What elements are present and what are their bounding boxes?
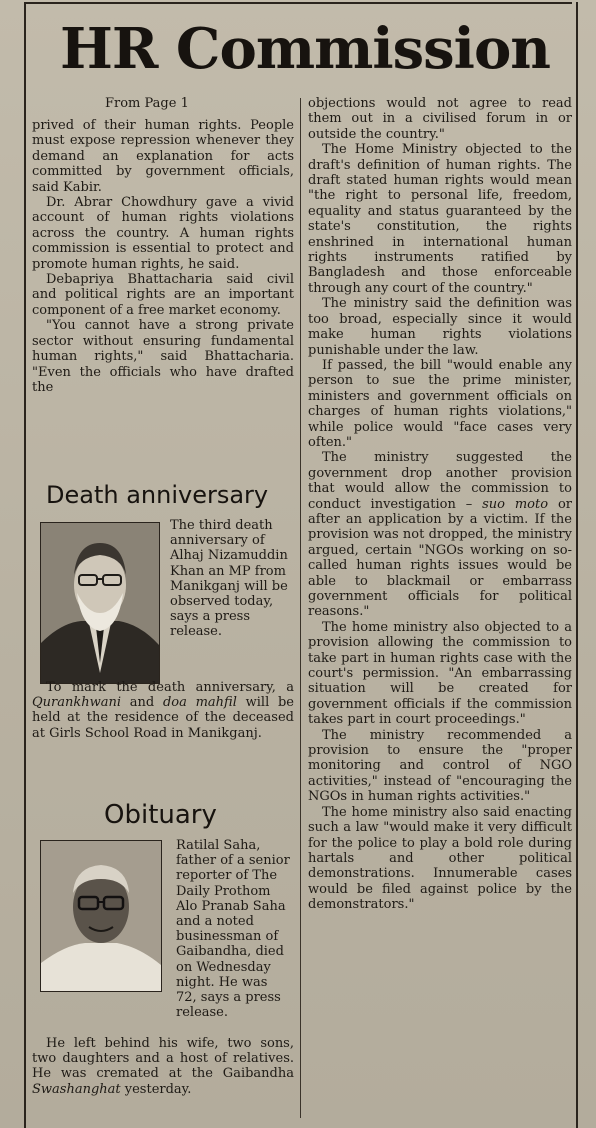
death-p2-mid: and xyxy=(121,695,163,711)
death-anniversary-paragraph-2 xyxy=(32,680,294,741)
top-rule xyxy=(26,2,572,4)
obituary-wrap-text xyxy=(176,838,292,1020)
left-paragraph-2: Dr. Abrar Chowdhury gave a vivid account of human rights violations across the country. A human rights commission is essential to protect and promote human rights, he said. xyxy=(32,195,294,272)
right-paragraph-7: The ministry recommended a provision to ensure the "proper monitoring and control of NGO activities," instead of "encouraging the NGOs in human rights activities." xyxy=(308,727,572,805)
left-paragraph-1: prived of their human rights. People must expose repression whenever they demand an explanation for acts committed by government officials, said Kabir. xyxy=(32,118,294,195)
obituary-em-swashanghat: Swashanghat xyxy=(32,1081,121,1097)
column-divider xyxy=(300,98,301,1118)
obituary-paragraph-2 xyxy=(32,1036,294,1097)
right-paragraph-6: The home ministry also objected to a provision allowing the commission to take part in human rights case with the court's permission. "An embarrassing situation will be created for government officials if the commission takes part in court proceedings." xyxy=(308,619,572,728)
obituary-p2-lead: He left behind his wife, two sons, two daughters and a host of relatives. He was cremated at the Gaibandha xyxy=(32,1036,294,1082)
right-paragraph-2: The Home Ministry objected to the draft's definition of human rights. The draft stated human rights would mean "the right to personal life, freedom, equality and status guaranteed by the state's constitution, the rights enshrined in international human rights instruments ratified by Bangladesh and those enforceable through any court of the country." xyxy=(308,142,572,296)
death-anniversary-text: The third death anniversary of Alhaj Nizamuddin Khan an MP from Manikganj will be observed today, says a press release. xyxy=(170,518,288,640)
headline: HR Commission xyxy=(59,16,551,82)
obituary-heading: Obituary xyxy=(104,800,217,830)
right-p5-em: suo moto xyxy=(482,496,549,512)
death-anniversary-continued xyxy=(32,680,294,741)
right-paragraph-8: The home ministry also said enacting such a law "would make it very difficult for the police to play a bold role during hartals and other political demonstrations. Innumerable cases would be filed against police by the demonstrators." xyxy=(308,804,572,913)
death-em-doa-mahfil: doa mahfil xyxy=(162,695,237,711)
obituary-p2-tail: yesterday. xyxy=(120,1081,192,1097)
death-em-qurankhwani: Qurankhwani xyxy=(32,695,122,711)
from-page-label: From Page 1 xyxy=(105,96,189,111)
right-p5-lead: The ministry suggested the government drop another provision that would allow the commission to conduct investigation – xyxy=(308,450,572,512)
portrait-photo-khan xyxy=(40,522,160,684)
right-paragraph-3: The ministry said the definition was too broad, especially since it would make human rights violations punishable under the law. xyxy=(308,296,572,358)
death-anniversary-heading: Death anniversary xyxy=(46,481,269,509)
right-p5-tail: or after an application by a victim. If the provision was not dropped, the ministry argued, certain "NGOs working on so-called human rights issues would be able to blackmail or embarrass government officials for political reasons." xyxy=(308,496,572,620)
left-paragraph-4: "You cannot have a strong private sector without ensuring fundamental human rights," said Bhattacharia. "Even the officials who have drafted the xyxy=(32,318,294,395)
death-anniversary-wrap-text xyxy=(170,518,288,640)
right-paragraph-4: If passed, the bill "would enable any person to sue the prime minister, ministers and government officials on charges of human rights violations," while police would "face cases very often." xyxy=(308,357,572,450)
death-p2-tail: will be held at the residence of the deceased at Girls School Road in Manikganj. xyxy=(32,695,294,741)
left-rule xyxy=(24,2,26,1128)
right-paragraph-5 xyxy=(308,450,572,619)
right-rule xyxy=(576,2,578,1128)
left-article-column xyxy=(32,118,294,395)
right-article-column xyxy=(308,96,572,913)
obituary-text: Ratilal Saha, father of a senior reporter of The Daily Prothom Alo Pranab Saha and a noted businessman of Gaibandha, died on Wednesday night. He was 72, says a press release. xyxy=(176,838,290,1021)
right-paragraph-1: objections would not agree to read them out in a civilised forum in or outside the country." xyxy=(308,96,572,142)
left-paragraph-3: Debapriya Bhattacharia said civil and political rights are an important component of a free market economy. xyxy=(32,272,294,318)
death-p2-lead: To mark the death anniversary, a xyxy=(46,680,294,695)
obituary-continued xyxy=(32,1036,294,1097)
portrait-photo-saha xyxy=(40,840,162,992)
